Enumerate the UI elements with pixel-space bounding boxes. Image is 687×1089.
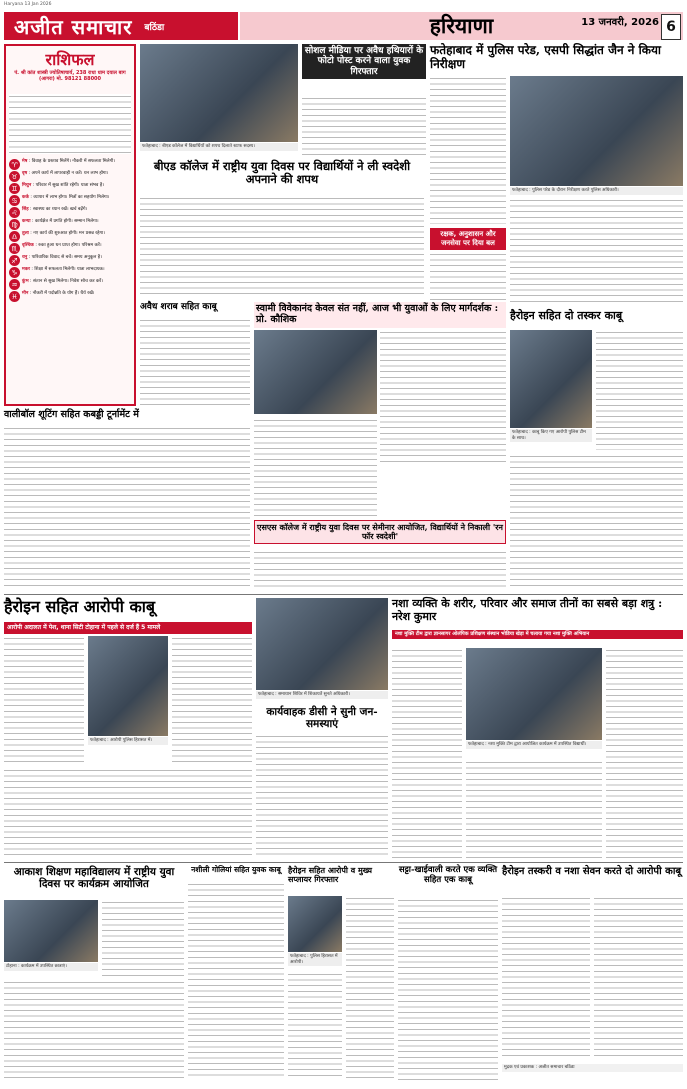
zodiac-row [9,243,131,254]
heroin-accused-text-3 [4,768,252,858]
zodiac-row [9,207,131,218]
print-topline: Haryana 13 Jan 2026 [4,2,52,7]
supplier-text-2 [288,972,342,1080]
drug-accused-headline: हैरोइन तस्करी व नशा सेवन करते दो आरोपी काबू [502,866,682,877]
divider [4,594,683,595]
heroin-accused-text-1 [4,636,84,764]
zodiac-name: कुंभ [22,279,29,284]
zodiac-prediction: विवाह के प्रस्ताव मिलेंगे। नौकरी में सफलता मिलेगी। [31,159,115,164]
zodiac-prediction: परिवार में सुख शांति रहेगी। यात्रा संभव है। [35,183,104,188]
zodiac-row [9,279,131,290]
akash-college-text-1 [102,900,184,980]
zodiac-list [6,158,134,303]
divider-2 [4,862,683,863]
volleyball-text [4,426,250,588]
police-parade-caption: फतेहाबाद : पुलिस परेड के दौरान निरीक्षण करते पुलिस अधिकारी। [510,187,683,195]
zodiac-prediction: नौकरी में पदोन्नति के योग हैं। धैर्य रखें। [32,291,95,296]
zodiac-row [9,291,131,302]
zodiac-text: मीन : नौकरी में पदोन्नति के योग हैं। धैर्य रखें। [22,291,95,296]
zodiac-name: वृश्चिक [22,243,34,248]
drug-free-text-2 [606,648,683,858]
zodiac-symbol-icon: ♊ [9,183,20,194]
zodiac-text: तुला : नए कार्य की शुरुआत होगी। मन प्रसन्न रहेगा। [22,231,105,236]
zodiac-name: वृष [22,171,28,176]
zodiac-symbol-icon: ♋ [9,195,20,206]
zodiac-prediction: संतान से सुख मिलेगा। निवेश सोच कर करें। [33,279,103,284]
supplier-caption: फतेहाबाद : पुलिस हिरासत में आरोपी। [288,953,342,966]
zodiac-text: कुंभ : संतान से सुख मिलेगा। निवेश सोच कर करें। [22,279,103,284]
heroin-accused-text-2 [172,636,252,764]
issue-date: 13 जनवरी, 2026 [581,17,659,28]
supplier-text-1 [346,896,394,1080]
volleyball-headline: वालीबॉल शूटिंग सहित कबड्डी टूर्नामेंट में [4,409,139,420]
weapons-post-headline: सोशल मीडिया पर अवैध हथियारों के फोटो पोस्ट करने वाला युवक गिरफ्तार [302,44,426,79]
zodiac-symbol-icon: ♈ [9,159,20,170]
bed-college-text [140,196,424,298]
bed-college-caption: फतेहाबाद : बीएड कॉलेज में विद्यार्थियों को शपथ दिलाते स्टाफ सदस्य। [140,143,298,151]
zodiac-name: धनु [22,255,28,260]
zodiac-name: तुला [22,231,29,236]
zodiac-prediction: पारिवारिक विवाद से बचें। समय अनुकूल है। [31,255,102,260]
zodiac-row [9,267,131,278]
police-parade-text-col2 [430,252,506,304]
zodiac-text: मेष : विवाह के प्रस्ताव मिलेंगे। नौकरी में सफलता मिलेगी। [22,159,115,164]
zodiac-symbol-icon: ♌ [9,207,20,218]
akash-college-photo [4,900,98,962]
satta-text [398,898,498,1080]
page-number: 6 [661,14,681,40]
weapons-post-text [302,96,426,156]
two-smugglers-photo [510,330,592,428]
satta-headline: सट्टा-खाईवाली करते एक व्यक्ति सहित एक काबू [398,865,498,885]
zodiac-symbol-icon: ♒ [9,279,20,290]
rashifal-subtitle: पं. श्री कांत शास्त्री ज्योतिषाचार्य, 238 राधा धाम दयाल बाग (आगरा) मो. 98121 88000 [14,70,126,82]
drug-accused-text-1 [502,896,590,1058]
zodiac-row [9,255,131,266]
vivekananda-photo [254,330,377,414]
zodiac-name: मिथुन [22,183,32,188]
zodiac-name: सिंह [22,207,29,212]
zodiac-name: कर्क [22,195,29,200]
drug-accused-text-2 [594,896,683,1058]
zodiac-symbol-icon: ♓ [9,291,20,302]
heroin-accused-caption: फतेहाबाद : आरोपी पुलिस हिरासत में। [88,737,168,745]
heroin-accused-photo [88,636,168,736]
drug-free-caption: फतेहाबाद : नशा मुक्ति टीम द्वारा आयोजित कार्यक्रम में उपस्थित विद्यार्थी। [466,741,602,749]
acting-dc-photo [256,598,388,690]
zodiac-symbol-icon: ♑ [9,267,20,278]
rashifal-title: राशिफल [45,50,95,69]
zodiac-symbol-icon: ♐ [9,255,20,266]
zodiac-prediction: अपने कार्य में लापरवाही न करें। धन लाभ होगा। [31,171,109,176]
ss-college-subhead: एसएस कॉलेज में राष्ट्रीय युवा दिवस पर सेमीनार आयोजित, विद्यार्थियों ने निकाली 'रन फॉर स्वदेशी' [254,520,506,544]
zodiac-symbol-icon: ♏ [9,243,20,254]
acting-dc-text [256,734,388,858]
masthead-left [4,12,238,40]
heroin-accused-bar: आरोपी अदालत में पेश, थाना सिटी टोहाना में पहले से दर्ज हैं 5 मामले [4,622,252,634]
zodiac-name: कन्या [22,219,31,224]
zodiac-prediction: स्वास्थ्य का ध्यान रखें। खर्च बढ़ेंगे। [33,207,88,212]
zodiac-name: मेष [22,159,28,164]
two-smugglers-headline: हैरोइन सहित दो तस्कर काबू [510,309,623,322]
zodiac-text: कन्या : कार्यक्षेत्र में प्रगति होगी। सम्मान मिलेगा। [22,219,99,224]
bed-college-headline: बीएड कॉलेज में राष्ट्रीय युवा दिवस पर विद्यार्थियों ने ली स्वदेशी अपनाने की शपथ [153,159,411,187]
zodiac-symbol-icon: ♍ [9,219,20,230]
zodiac-symbol-icon: ♉ [9,171,20,182]
zodiac-text: सिंह : स्वास्थ्य का ध्यान रखें। खर्च बढ़ेंगे। [22,207,88,212]
heroin-accused-headline: हैरोइन सहित आरोपी काबू [4,597,156,616]
zodiac-prediction: रुका हुआ धन प्राप्त होगा। परिश्रम करें। [38,243,102,248]
drug-free-headline: नशा व्यक्ति के शरीर, परिवार और समाज तीनों का सबसे बड़ा शत्रु : नरेश कुमार [392,597,663,623]
ss-college-text [254,550,506,590]
zodiac-text: मिथुन : परिवार में सुख शांति रहेगी। यात्रा संभव है। [22,183,104,188]
two-smugglers-text-1 [596,330,683,450]
zodiac-prediction: कार्यक्षेत्र में प्रगति होगी। सम्मान मिलेगा। [34,219,99,224]
zodiac-row [9,219,131,230]
paper-name: अजीत समाचार [14,14,133,39]
drug-free-text-1 [392,648,462,858]
acting-dc-headline: कार्यवाहक डीसी ने सुनी जन-समस्याएं [266,706,378,731]
zodiac-text: धनु : पारिवारिक विवाद से बचें। समय अनुकूल है। [22,255,102,260]
police-parade-text-col3 [510,198,683,304]
zodiac-text: वृष : अपने कार्य में लापरवाही न करें। धन लाभ होगा। [22,171,109,176]
zodiac-symbol-icon: ♎ [9,231,20,242]
zodiac-text: वृश्चिक : रुका हुआ धन प्राप्त होगा। परिश्रम करें। [22,243,102,248]
zodiac-row [9,195,131,206]
supplier-photo [288,896,342,952]
zodiac-name: मीन [22,291,29,296]
zodiac-prediction: नए कार्य की शुरुआत होगी। मन प्रसन्न रहेगा। [33,231,105,236]
police-parade-headline: फतेहाबाद में पुलिस परेड, एसपी सिद्धांत जैन ने किया निरीक्षण [430,43,662,71]
police-parade-photo [510,76,683,186]
zodiac-prediction: शिक्षा में सफलता मिलेगी। यात्रा लाभदायक। [34,267,105,272]
rashifal-box [4,44,136,406]
pills-headline: नशीली गोलियां सहित युवक काबू [191,865,281,874]
zodiac-row [9,171,131,182]
akash-college-text-2 [4,980,184,1080]
pills-text [188,882,284,1080]
liquor-headline: अवैध शराब सहित काबू [140,302,217,312]
akash-college-headline: आकाश शिक्षण महाविद्यालय में राष्ट्रीय युवा दिवस पर कार्यक्रम आयोजित [13,866,175,891]
vivekananda-headline: स्वामी विवेकानंद केवल संत नहीं, आज भी युवाओं के लिए मार्गदर्शक : प्रो. कौशिक [254,302,506,328]
section-title: हरियाणा [429,13,494,38]
zodiac-text: कर्क : व्यापार में लाभ होगा। मित्रों का सहयोग मिलेगा। [22,195,110,200]
police-parade-text-col1 [430,76,506,224]
discipline-subhead: रक्षक, अनुशासन और जनसेवा पर दिया बल [430,228,506,250]
vivekananda-text [380,330,506,466]
two-smugglers-text-2 [510,454,683,590]
bed-college-photo [140,44,298,142]
acting-dc-caption: फतेहाबाद : समाधान शिविर में शिकायतें सुनते अधिकारी। [256,691,388,699]
zodiac-row [9,231,131,242]
zodiac-text: मकर : शिक्षा में सफलता मिलेगी। यात्रा लाभदायक। [22,267,105,272]
drug-free-bar: नशा मुक्ति टीम द्वारा ज्ञानसागर ओलंपिक प्रशिक्षण संस्थान भोडिया खेड़ा में चलाया गया नशा मुक्ति अभियान [392,630,683,639]
akash-college-caption: टोहाना : कार्यक्रम में उपस्थित छात्राएं। [4,963,98,971]
footer-imprint: मुद्रक एवं प्रकाशक : अजीत समाचार बठिंडा [502,1064,683,1072]
zodiac-row [9,183,131,194]
zodiac-name: मकर [22,267,30,272]
liquor-text [140,318,250,406]
drug-free-photo [466,648,602,740]
drug-free-text-3 [466,760,602,858]
edition-city: बठिंडा [144,22,165,33]
vivekananda-text-2 [254,418,377,528]
supplier-headline: हैरोइन सहित आरोपी व मुख्य सप्लायर गिरफ्तार [288,865,373,885]
two-smugglers-caption: फतेहाबाद : काबू किए गए आरोपी पुलिस टीम के साथ। [510,429,592,442]
zodiac-row [9,159,131,170]
zodiac-prediction: व्यापार में लाभ होगा। मित्रों का सहयोग मिलेगा। [33,195,110,200]
rashifal-intro-text [9,94,131,154]
